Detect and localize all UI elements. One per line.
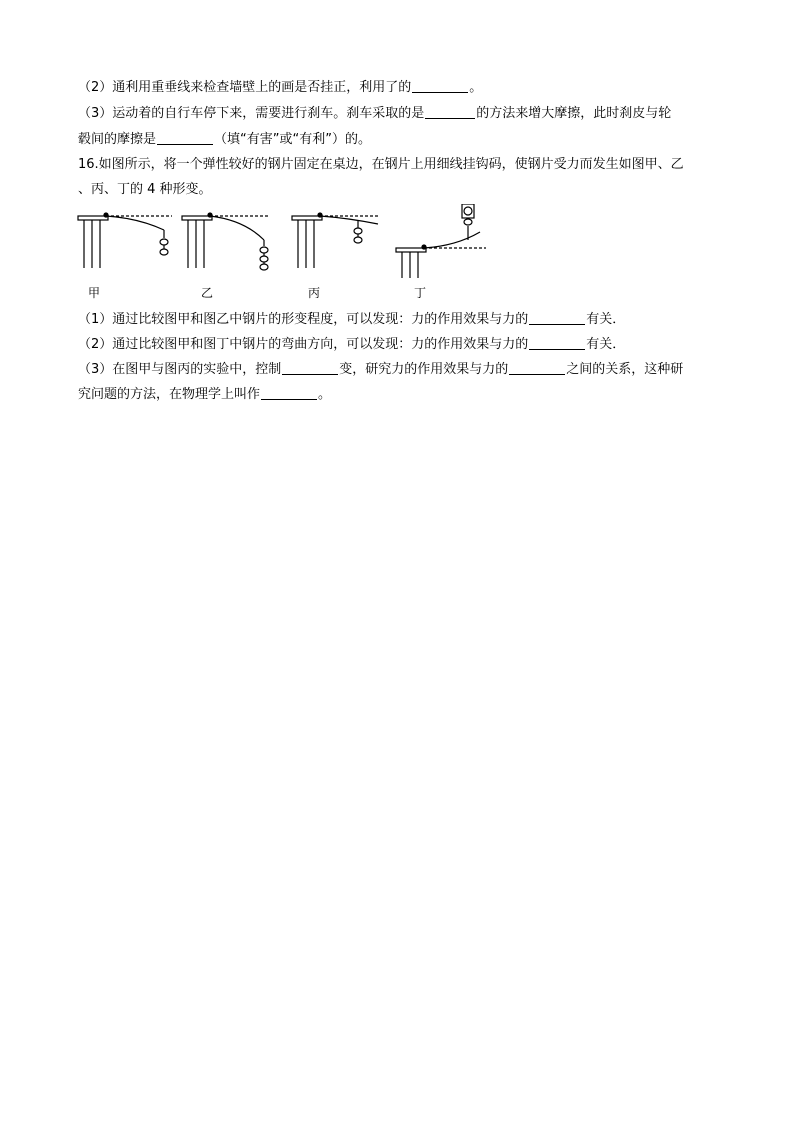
q16-sub2-end: 有关． bbox=[586, 337, 626, 352]
q16-sub3-line2 bbox=[78, 385, 728, 404]
answer-blank[interactable] bbox=[529, 311, 585, 325]
q16-sub3-mid: 变，研究力的作用效果与力的 bbox=[339, 362, 509, 377]
caption-ding: 丁 bbox=[414, 286, 427, 300]
q15-part3-end: （填“有害”或“有利”）的。 bbox=[214, 132, 371, 147]
q15-part3-text2: 毂间的摩擦是 bbox=[78, 132, 157, 147]
q16-sub1-text: （1）通过比较图甲和图乙中钢片的形变程度，可以发现：力的作用效果与力的 bbox=[78, 312, 529, 327]
steel-strip-figure bbox=[76, 204, 496, 308]
answer-blank[interactable] bbox=[509, 361, 565, 375]
q16-sub3-text: （3）在图甲与图丙的实验中，控制 bbox=[78, 362, 282, 377]
answer-blank[interactable] bbox=[425, 105, 475, 119]
q16-sub3-cont: 之间的关系，这种研 bbox=[566, 362, 684, 377]
answer-blank[interactable] bbox=[412, 79, 468, 93]
q15-part3-line2 bbox=[78, 130, 728, 149]
q15-part3-text: （3）运动着的自行车停下来，需要进行刹车。刹车采取的是 bbox=[78, 106, 425, 121]
answer-blank[interactable] bbox=[282, 361, 338, 375]
answer-blank[interactable] bbox=[157, 131, 213, 145]
caption-jia: 甲 bbox=[88, 286, 101, 300]
q15-part2-text: （2）通利用重垂线来检查墙壁上的画是否挂正，利用了的 bbox=[78, 80, 412, 95]
diagram-yi bbox=[182, 213, 268, 270]
diagram-jia bbox=[78, 213, 172, 268]
q15-part3-line1 bbox=[78, 104, 728, 123]
q15-part3-text-cont: 的方法来增大摩擦，此时刹皮与轮 bbox=[476, 106, 672, 121]
q16-sub1-end: 有关． bbox=[586, 312, 626, 327]
q16-sub2 bbox=[78, 335, 728, 354]
diagram-ding bbox=[396, 204, 486, 278]
answer-blank[interactable] bbox=[261, 386, 317, 400]
q16-sub3-line1 bbox=[78, 360, 728, 379]
answer-blank[interactable] bbox=[529, 336, 585, 350]
q16-sub1 bbox=[78, 310, 728, 329]
q16-sub3-end: 。 bbox=[318, 387, 332, 402]
q16-sub2-text: （2）通过比较图甲和图丁中钢片的弯曲方向，可以发现：力的作用效果与力的 bbox=[78, 337, 529, 352]
caption-yi: 乙 bbox=[201, 286, 214, 300]
diagram-bing bbox=[292, 213, 378, 268]
caption-bing: 丙 bbox=[308, 286, 321, 300]
q15-part2-end: 。 bbox=[469, 80, 483, 95]
q16-sub3-text2: 究问题的方法，在物理学上叫作 bbox=[78, 387, 261, 402]
q15-part2 bbox=[78, 78, 728, 97]
q16-stem-line1: 16.如图所示，将一个弹性较好的钢片固定在桌边，在钢片上用细线挂钩码，使钢片受力而发生如图甲、乙 bbox=[78, 157, 684, 172]
steel-strip-diagrams bbox=[76, 204, 496, 284]
q16-stem-line2: 、丙、丁的 4 种形变。 bbox=[78, 182, 212, 197]
